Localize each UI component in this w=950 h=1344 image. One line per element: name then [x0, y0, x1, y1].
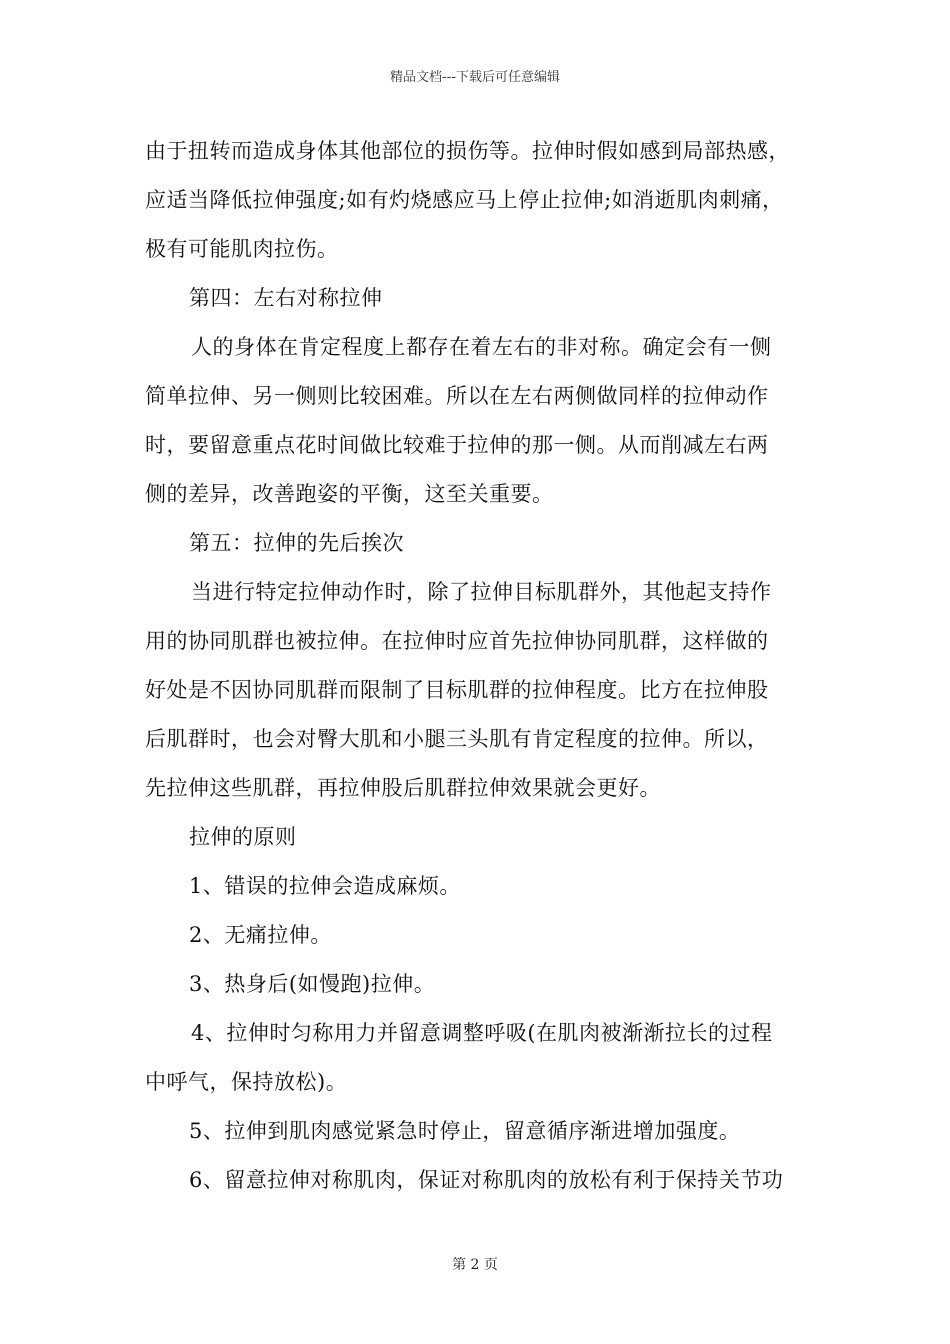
text-line: 极有可能肌肉拉伤。: [145, 237, 339, 261]
list-item-text: 3、热身后(如慢跑)拉伸。: [189, 972, 436, 996]
heading-text: 第四：左右对称拉伸: [189, 286, 383, 310]
list-item-text: 5、拉伸到肌肉感觉紧急时停止，留意循序渐进增加强度。: [189, 1119, 741, 1143]
list-item: [145, 862, 813, 911]
section-heading-5: [145, 519, 813, 568]
text-line: 侧的差异，改善跑姿的平衡，这至关重要。: [145, 482, 554, 506]
list-item: [145, 1156, 813, 1205]
list-item: [145, 1009, 813, 1107]
list-item-text: 1、错误的拉伸会造成麻烦。: [189, 874, 461, 898]
list-item: [145, 1107, 813, 1156]
list-item-text: 6、留意拉伸对称肌肉，保证对称肌肉的放松有利于保持关节功: [189, 1168, 784, 1192]
list-item-text: 4、拉伸时匀称用力并留意调整呼吸(在肌肉被渐渐拉长的过程: [191, 1021, 773, 1045]
paragraph-continuation: [145, 127, 813, 274]
document-body: [145, 127, 813, 1205]
list-item-text: 2、无痛拉伸。: [189, 923, 332, 947]
page-number: 第 2 页: [452, 1257, 498, 1273]
section-heading-principles: [145, 813, 813, 862]
text-line: 当进行特定拉伸动作时，除了拉伸目标肌群外，其他起支持作: [191, 580, 772, 604]
paragraph-symmetry: [145, 323, 813, 519]
list-item: [145, 960, 813, 1009]
heading-text: 拉伸的原则: [189, 825, 297, 849]
text-line: 由于扭转而造成身体其他部位的损伤等。拉伸时假如感到局部热感，: [145, 139, 790, 163]
section-heading-4: [145, 274, 813, 323]
text-line: 应适当降低拉伸强度;如有灼烧感应马上停止拉伸;如消逝肌肉刺痛，: [145, 188, 784, 212]
text-line: 人的身体在肯定程度上都存在着左右的非对称。确定会有一侧: [191, 335, 772, 359]
text-line: 好处是不因协同肌群而限制了目标肌群的拉伸程度。比方在拉伸股: [145, 678, 769, 702]
text-line: 简单拉伸、另一侧则比较困难。所以在左右两侧做同样的拉伸动作: [145, 384, 769, 408]
list-item-text: 中呼气，保持放松)。: [145, 1070, 348, 1094]
page-header: 精品文档---下载后可任意编辑: [389, 70, 561, 85]
list-item: [145, 911, 813, 960]
text-line: 后肌群时，也会对臀大肌和小腿三头肌有肯定程度的拉伸。所以，: [145, 727, 769, 751]
text-line: 时，要留意重点花时间做比较难于拉伸的那一侧。从而削减左右两: [145, 433, 769, 457]
paragraph-order: [145, 568, 813, 813]
heading-text: 第五：拉伸的先后挨次: [189, 531, 404, 555]
text-line: 用的协同肌群也被拉伸。在拉伸时应首先拉伸协同肌群，这样做的: [145, 629, 769, 653]
text-line: 先拉伸这些肌群，再拉伸股后肌群拉伸效果就会更好。: [145, 776, 661, 800]
